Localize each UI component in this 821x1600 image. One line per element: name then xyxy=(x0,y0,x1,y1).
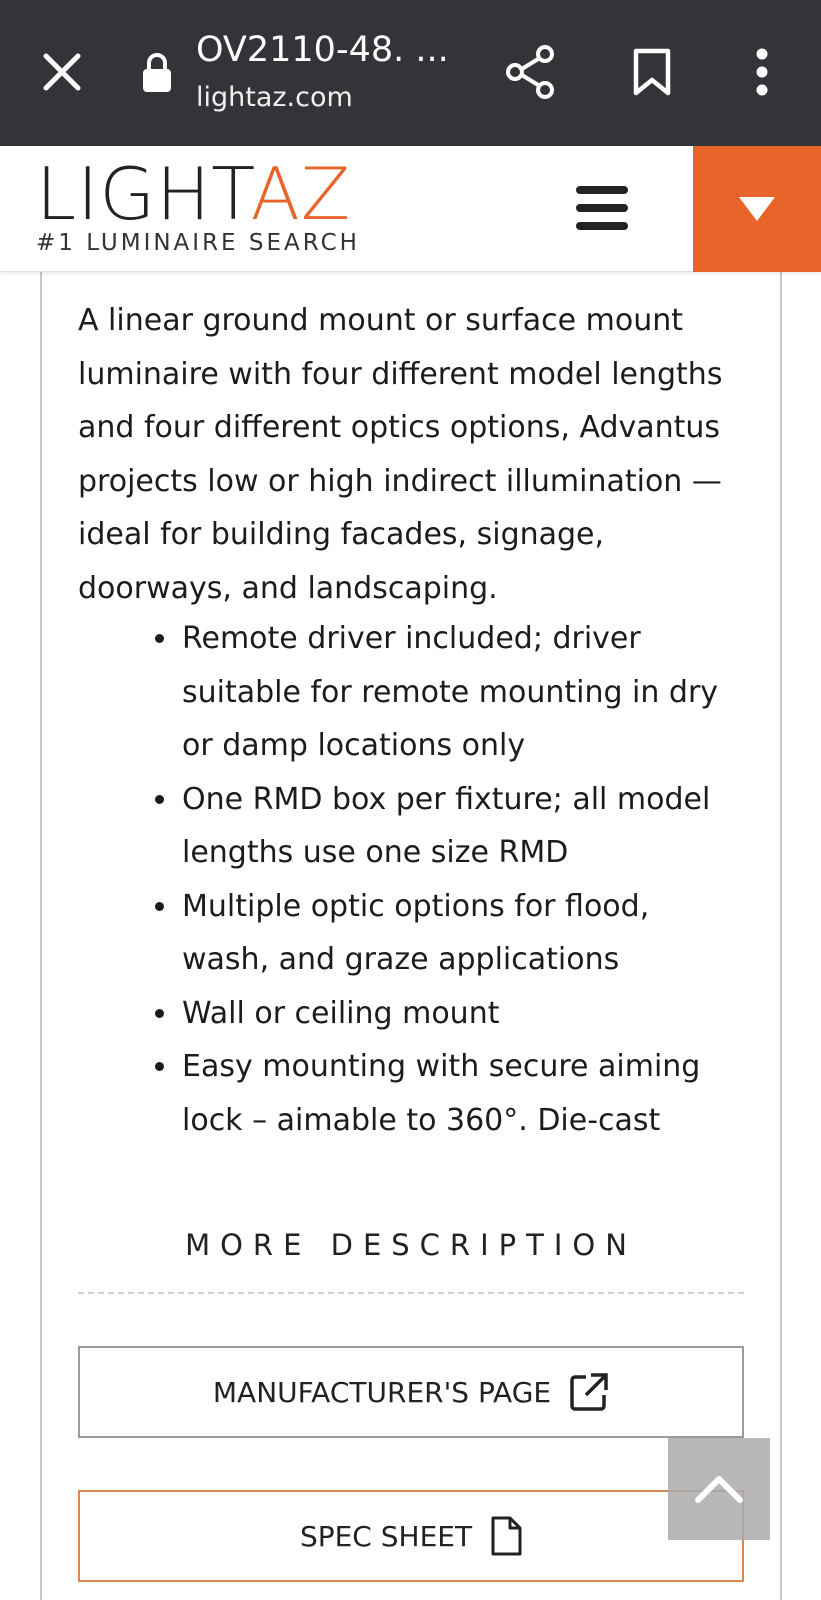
close-icon xyxy=(42,52,82,92)
feature-item: • Remote driver included; driver suitable for remote mounting in dry or damp locations only xyxy=(180,612,736,773)
feature-item: • One RMD box per fixture; all model lengths use one size RMD xyxy=(180,773,736,880)
page-title[interactable]: OV2110-48. ... xyxy=(196,30,449,70)
dropdown-toggle-button[interactable] xyxy=(693,146,821,272)
feature-list xyxy=(136,612,736,1147)
back-to-top-button[interactable] xyxy=(668,1438,770,1540)
bookmark-button[interactable] xyxy=(616,36,688,108)
bookmark-icon xyxy=(632,48,672,96)
url-domain[interactable]: lightaz.com xyxy=(196,82,353,113)
logo-tagline: #1 LUMINAIRE SEARCH xyxy=(36,230,360,256)
site-header xyxy=(0,146,821,272)
logo-wordmark xyxy=(36,152,360,236)
share-icon xyxy=(503,44,557,100)
manufacturer-page-button[interactable] xyxy=(78,1346,744,1438)
divider xyxy=(78,1292,744,1294)
hamburger-menu-icon[interactable] xyxy=(574,182,630,234)
more-description-link[interactable]: MORE DESCRIPTION xyxy=(185,1228,637,1262)
feature-item: • Wall or ceiling mount xyxy=(180,987,736,1041)
feature-item: • Multiple optic options for flood, wash, and graze applications xyxy=(180,880,736,987)
close-tab-button[interactable] xyxy=(26,36,98,108)
manufacturer-page-label: MANUFACTURER'S PAGE xyxy=(212,1375,552,1409)
document-icon xyxy=(490,1516,522,1556)
triangle-down-icon xyxy=(738,196,776,222)
more-options-button[interactable] xyxy=(726,36,798,108)
chevron-up-icon xyxy=(694,1474,744,1504)
share-button[interactable] xyxy=(494,36,566,108)
product-description: A linear ground mount or surface mount luminaire with four different model lengths and four different optics options, Advantus projects low or high indirect illumination — ideal for building facades, signage, doorways, and landscaping. xyxy=(78,303,723,606)
spec-sheet-button[interactable] xyxy=(78,1490,744,1582)
logo-light: LIGHT xyxy=(36,152,251,236)
external-link-icon xyxy=(569,1372,609,1412)
more-vertical-icon xyxy=(752,48,772,96)
feature-item: • Easy mounting with secure aiming lock – aimable to 360°. Die-cast xyxy=(180,1040,736,1147)
site-logo[interactable] xyxy=(36,152,360,256)
browser-toolbar xyxy=(0,0,821,146)
logo-az: AZ xyxy=(250,152,352,236)
product-content xyxy=(40,272,782,1600)
spec-sheet-label: SPEC SHEET xyxy=(299,1519,473,1553)
lock-icon xyxy=(140,50,174,94)
